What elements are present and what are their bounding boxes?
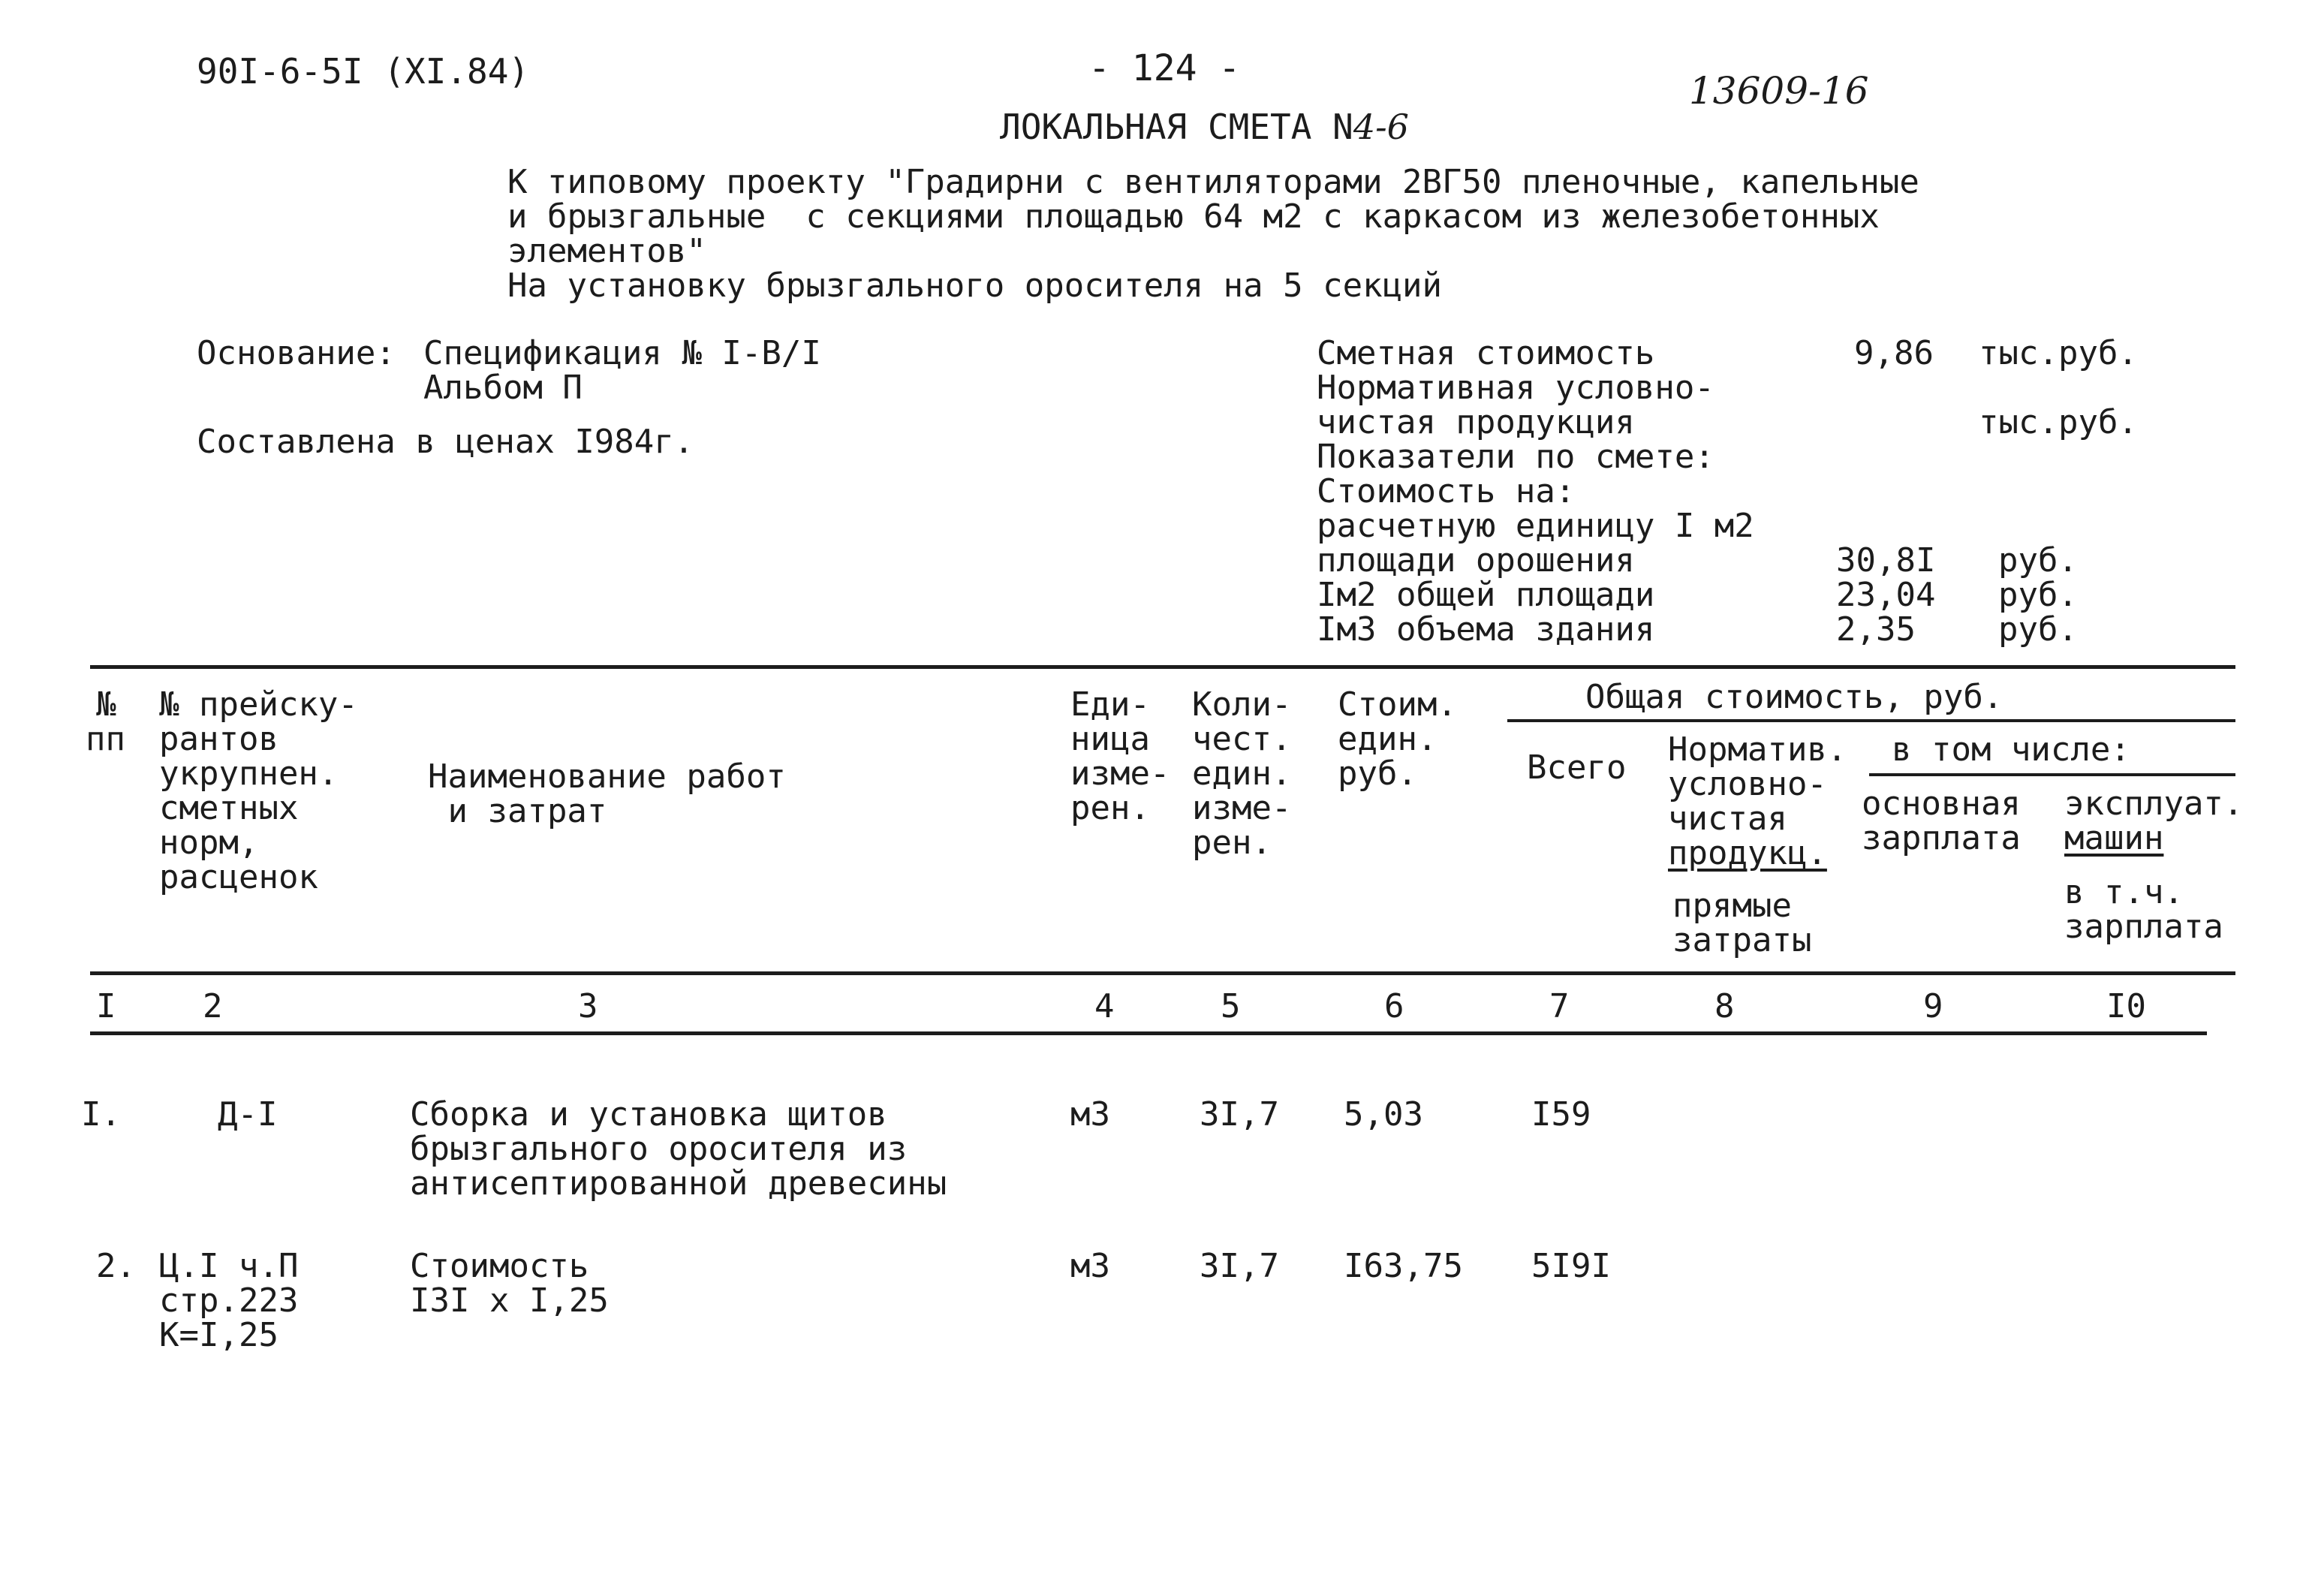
intro-line-1: К типовому проекту "Градирни с вентиляторами 2ВГ50 пленочные, капельные	[507, 163, 1919, 201]
norm-unit: тыс.руб.	[1979, 403, 2138, 441]
indicator-value: 2,35	[1836, 610, 1916, 649]
header-norm: продукц.	[1668, 834, 1827, 872]
header-qty: Коли-	[1192, 685, 1292, 724]
indicator-label: Iм3 объема здания	[1317, 610, 1655, 649]
header-no: пп	[86, 720, 125, 758]
header-qty: рен.	[1192, 824, 1272, 862]
basis-album: Альбом П	[423, 369, 583, 407]
header-code: норм,	[159, 824, 259, 862]
header-norm: Норматив.	[1668, 730, 1847, 769]
header-salary: зарплата	[1862, 819, 2021, 857]
table-top-rule	[90, 665, 2235, 669]
header-machines: эксплуат.	[2064, 784, 2244, 823]
row-name: Стоимость	[410, 1247, 589, 1285]
indicators-label: Показатели по смете:	[1317, 438, 1714, 476]
column-number: 6	[1384, 987, 1404, 1025]
header-total: Всего	[1527, 748, 1627, 787]
intro-line-4: На установку брызгального оросителя на 5 секций	[507, 267, 1443, 305]
column-numbers-rule	[90, 1031, 2207, 1035]
indicator-label: площади орошения	[1317, 541, 1635, 580]
column-number: I0	[2106, 987, 2146, 1025]
header-code: укрупнен.	[159, 754, 339, 793]
cost-label: Сметная стоимость	[1317, 334, 1655, 372]
cost-per-label: Стоимость на:	[1317, 472, 1576, 510]
row-name: брызгального оросителя из	[410, 1130, 908, 1168]
column-number: I	[96, 987, 116, 1025]
header-direct: затраты	[1672, 921, 1812, 959]
row-name: I3I x I,25	[410, 1281, 609, 1320]
column-number: 3	[578, 987, 598, 1025]
row-name: Сборка и установка щитов	[410, 1095, 887, 1134]
column-number: 9	[1923, 987, 1943, 1025]
row-unit: м3	[1070, 1095, 1110, 1134]
basis-label: Основание:	[197, 334, 396, 372]
column-number: 4	[1094, 987, 1115, 1025]
header-name: Наименование работ	[428, 757, 786, 796]
row-code: Д-I	[218, 1095, 278, 1134]
header-qty: изме-	[1192, 789, 1292, 827]
prices-note: Составлена в ценах I984г.	[197, 423, 694, 461]
header-price: Стоим.	[1338, 685, 1457, 724]
header-no: №	[96, 685, 116, 724]
row-number: 2.	[96, 1247, 136, 1285]
header-unit: рен.	[1070, 789, 1150, 827]
row-unit: м3	[1070, 1247, 1110, 1285]
row-price: 5,03	[1344, 1095, 1423, 1134]
indicator-value: 23,04	[1836, 576, 1936, 614]
document-code: 90I-6-5I (XI.84)	[197, 51, 530, 92]
indicator-label: Iм2 общей площади	[1317, 576, 1655, 614]
header-machines: машин	[2064, 819, 2164, 857]
header-qty: един.	[1192, 754, 1292, 793]
basis-specification: Спецификация № I-В/I	[423, 334, 821, 372]
intro-line-2: и брызгальные с секциями площадью 64 м2 с каркасом из железобетонных	[507, 197, 1880, 236]
indicator-unit: руб.	[1998, 541, 2078, 580]
header-qty: чест.	[1192, 720, 1292, 758]
column-number: 7	[1549, 987, 1570, 1025]
header-machines-salary: в т.ч.	[2064, 873, 2184, 911]
column-number: 5	[1221, 987, 1241, 1025]
column-number: 2	[203, 987, 223, 1025]
row-total: 5I9I	[1531, 1247, 1611, 1285]
header-price: руб.	[1338, 754, 1417, 793]
document-title: ЛОКАЛЬНАЯ СМЕТА N4-6	[1000, 107, 1409, 147]
header-direct: прямые	[1672, 887, 1792, 925]
header-code: сметных	[159, 789, 299, 827]
row-code: Ц.I ч.П	[159, 1247, 299, 1285]
registration-stamp: 13609-16	[1689, 69, 1869, 113]
header-unit: изме-	[1070, 754, 1170, 793]
header-code: рантов	[159, 720, 278, 758]
indicator-unit: руб.	[1998, 576, 2078, 614]
header-name: и затрат	[428, 792, 607, 830]
header-bottom-rule	[90, 971, 2235, 975]
header-norm: чистая	[1668, 800, 1787, 838]
header-including: в том числе:	[1892, 730, 2130, 769]
row-code: стр.223	[159, 1281, 299, 1320]
calc-unit-label: расчетную единицу I м2	[1317, 507, 1754, 545]
cost-value: 9,86	[1854, 334, 1934, 372]
total-group-rule	[1507, 719, 2235, 722]
row-qty: 3I,7	[1200, 1247, 1279, 1285]
header-price: един.	[1338, 720, 1437, 758]
indicator-value: 30,8I	[1836, 541, 1936, 580]
norm-label-1: Нормативная условно-	[1317, 369, 1714, 407]
title-number: 4-6	[1353, 107, 1409, 147]
indicator-unit: руб.	[1998, 610, 2078, 649]
intro-line-3: элементов"	[507, 232, 706, 270]
header-machines-salary: зарплата	[2064, 908, 2223, 946]
header-unit: Еди-	[1070, 685, 1150, 724]
norm-label-2: чистая продукция	[1317, 403, 1635, 441]
column-number: 8	[1714, 987, 1735, 1025]
row-qty: 3I,7	[1200, 1095, 1279, 1134]
header-unit: ница	[1070, 720, 1150, 758]
row-total: I59	[1531, 1095, 1591, 1134]
row-price: I63,75	[1344, 1247, 1463, 1285]
header-code: № прейску-	[159, 685, 358, 724]
page-number: - 124 -	[1088, 47, 1241, 89]
header-code: расценок	[159, 858, 318, 896]
header-total-group: Общая стоимость, руб.	[1585, 678, 2003, 716]
row-number: I.	[81, 1095, 121, 1134]
header-norm: условно-	[1668, 765, 1827, 803]
header-salary: основная	[1862, 784, 2021, 823]
row-code: К=I,25	[159, 1316, 278, 1354]
row-name: антисептированной древесины	[410, 1164, 947, 1203]
including-rule	[1869, 773, 2235, 776]
cost-unit: тыс.руб.	[1979, 334, 2138, 372]
